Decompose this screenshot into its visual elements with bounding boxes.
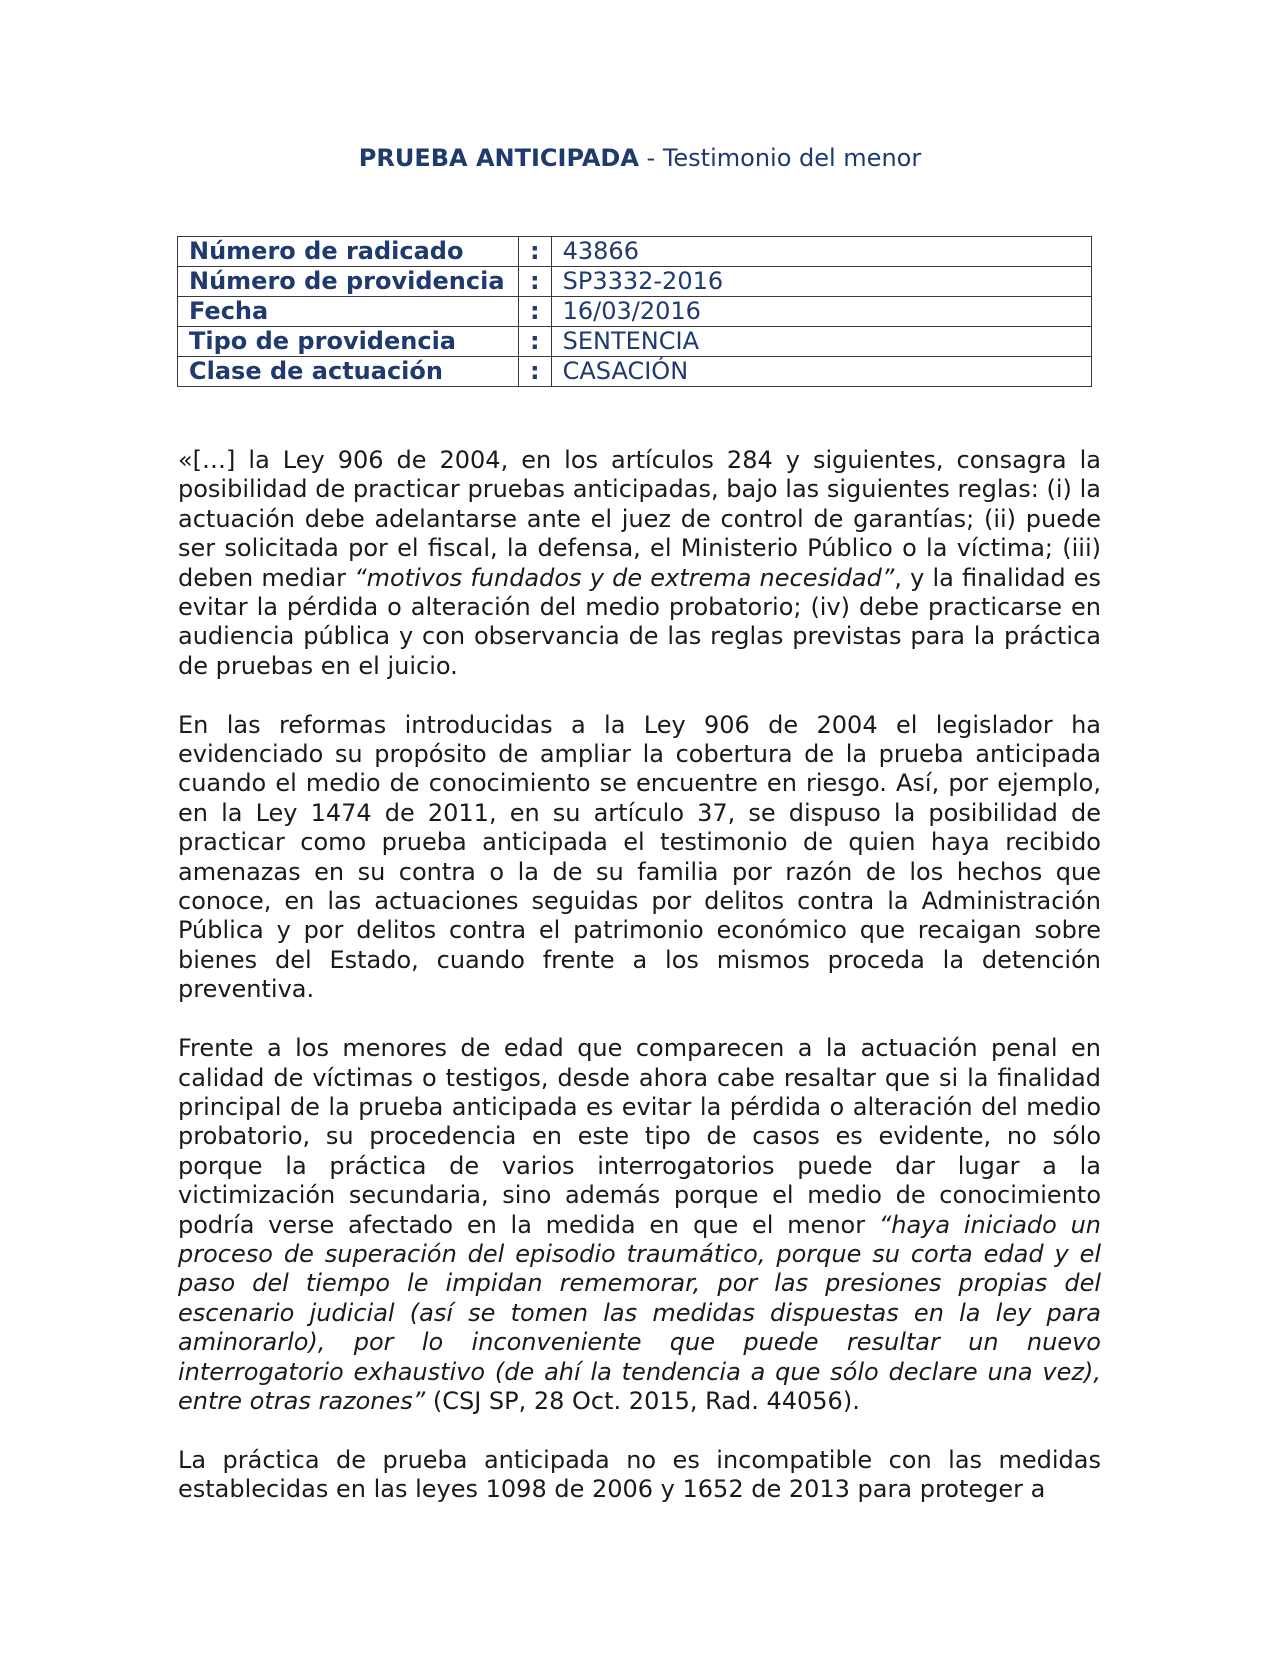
row-separator: :	[519, 327, 552, 357]
paragraph-1	[178, 446, 1101, 681]
row-label: Número de radicado	[178, 237, 519, 267]
row-value: CASACIÓN	[551, 357, 1091, 387]
row-value: SENTENCIA	[551, 327, 1091, 357]
row-separator: :	[519, 237, 552, 267]
paragraph-1-text-end: , y la finalidad es evitar la pérdida o alteración del medio probatorio; (iv) debe practicarse en audiencia pública y con observancia de las reglas previstas para la práctica de pruebas en el juicio.	[178, 563, 1101, 680]
row-separator: :	[519, 267, 552, 297]
row-label: Tipo de providencia	[178, 327, 519, 357]
row-value: 43866	[551, 237, 1091, 267]
table-row	[178, 327, 1092, 357]
document-body	[178, 446, 1101, 1534]
row-label: Fecha	[178, 297, 519, 327]
table-row	[178, 237, 1092, 267]
paragraph-1-quote: “motivos fundados y de extrema necesidad”	[354, 563, 895, 592]
paragraph-4: La práctica de prueba anticipada no es incompatible con las medidas establecidas en las leyes 1098 de 2006 y 1652 de 2013 para proteger a	[178, 1445, 1101, 1504]
row-value: 16/03/2016	[551, 297, 1091, 327]
title-main: PRUEBA ANTICIPADA	[358, 144, 639, 172]
paragraph-3-citation: (CSJ SP, 28 Oct. 2015, Rad. 44056).	[425, 1386, 860, 1415]
row-separator: :	[519, 297, 552, 327]
document-title	[0, 143, 1280, 173]
table-row	[178, 297, 1092, 327]
paragraph-3-quote: “haya iniciado un proceso de superación del episodio traumático, porque su corta edad y el paso del tiempo le impidan rememorar, por las presiones propias del escenario judicial (así se tomen las medidas dispuestas en la ley para aminorarlo), por lo inconveniente que puede resultar un nuevo interrogatorio exhaustivo (de ahí la tendencia a que sólo declare una vez), entre otras razones”	[178, 1210, 1101, 1415]
table-row	[178, 267, 1092, 297]
paragraph-2: En las reformas introducidas a la Ley 906 de 2004 el legislador ha evidenciado su propósito de ampliar la cobertura de la prueba anticipada cuando el medio de conocimiento se encuentre en riesgo. Así, por ejemplo, en la Ley 1474 de 2011, en su artículo 37, se dispuso la posibilidad de practicar como prueba anticipada el testimonio de quien haya recibido amenazas en su contra o la de su familia por razón de los hechos que conoce, en las actuaciones seguidas por delitos contra la Administración Pública y por delitos contra el patrimonio económico que recaigan sobre bienes del Estado, cuando frente a los mismos proceda la detención preventiva.	[178, 710, 1101, 1004]
row-label: Número de providencia	[178, 267, 519, 297]
metadata-table	[177, 236, 1092, 387]
row-label: Clase de actuación	[178, 357, 519, 387]
row-value: SP3332-2016	[551, 267, 1091, 297]
paragraph-1-text: «[…] la Ley 906 de 2004, en los artículos 284 y siguientes, consagra la posibilidad de practicar pruebas anticipadas, bajo las siguientes reglas: (i) la actuación debe adelantarse ante el juez de control de garantías; (ii) puede ser solicitada por el fiscal, la defensa, el Ministerio Público o la víctima; (iii) deben mediar	[178, 446, 1101, 592]
row-separator: :	[519, 357, 552, 387]
title-subtitle: - Testimonio del menor	[638, 144, 922, 172]
paragraph-3-text: Frente a los menores de edad que comparecen a la actuación penal en calidad de víctimas o testigos, desde ahora cabe resaltar que si la finalidad principal de la prueba anticipada es evitar la pérdida o alteración del medio probatorio, su procedencia en este tipo de casos es evidente, no sólo porque la práctica de varios interrogatorios puede dar lugar a la victimización secundaria, sino además porque el medio de conocimiento podría verse afectado en la medida en que el menor	[178, 1034, 1101, 1239]
table-row	[178, 357, 1092, 387]
paragraph-3	[178, 1034, 1101, 1416]
